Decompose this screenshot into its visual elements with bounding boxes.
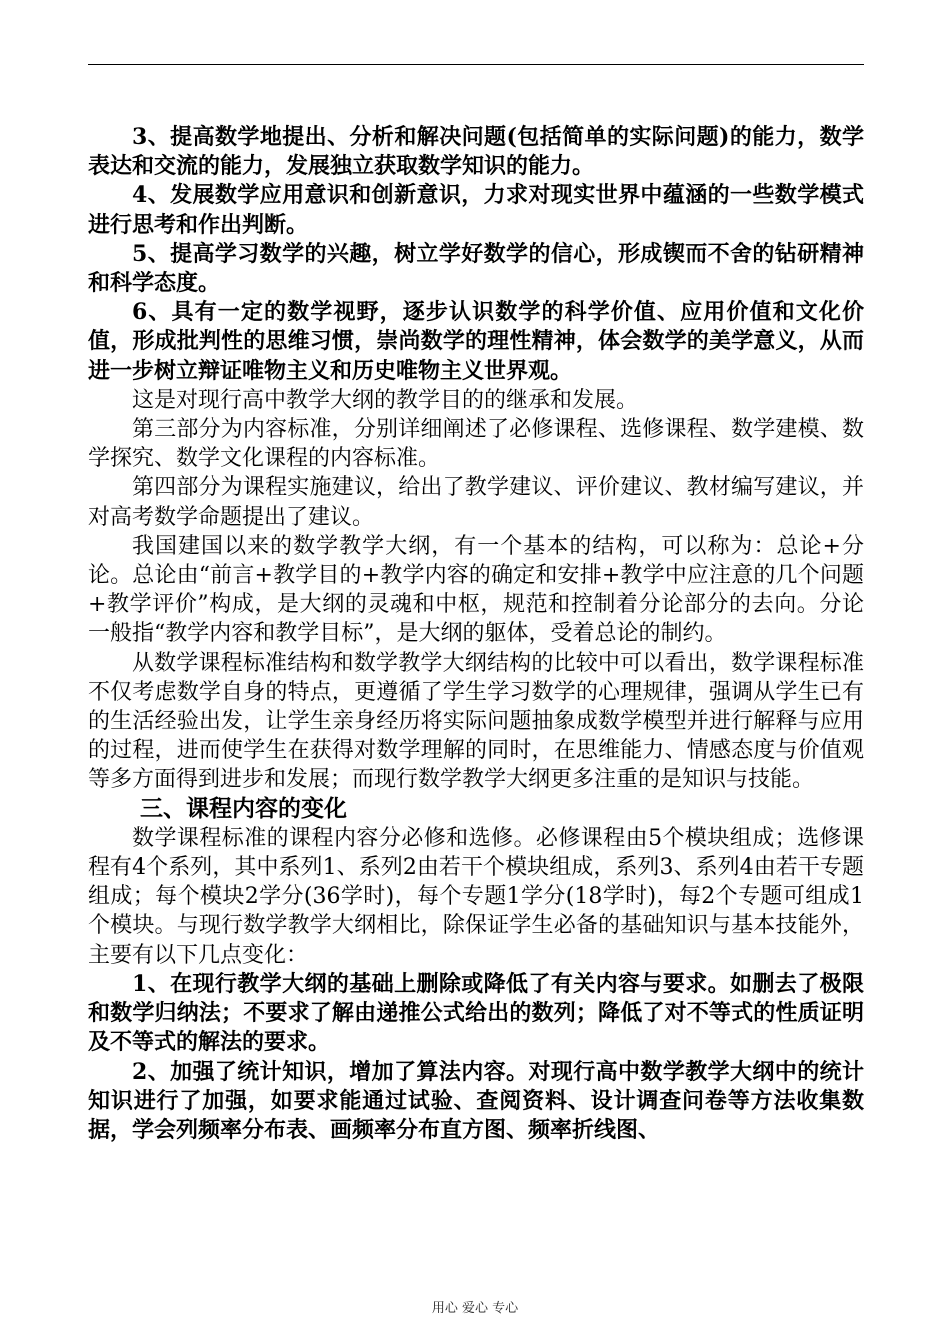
paragraph-part-three: 第三部分为内容标准，分别详细阐述了必修课程、选修课程、数学建模、数学探究、数学文化课程的内容标准。	[88, 417, 864, 472]
paragraph-goal-3: 3、提高数学地提出、分析和解决问题(包括简单的实际问题)的能力，数学表达和交流的能力，发展独立获取数学知识的能力。	[88, 124, 864, 180]
paragraph-goal-6: 6、具有一定的数学视野，逐步认识数学的科学价值、应用价值和文化价值，形成批判性的思维习惯，崇尚数学的理性精神，体会数学的美学意义，从而进一步树立辩证唯物主义和历史唯物主义世界观。	[88, 299, 864, 384]
header-rule	[88, 64, 864, 65]
page-footer: 用心 爱心 专心	[431, 1301, 519, 1316]
paragraph-comparison: 从数学课程标准结构和数学教学大纲结构的比较中可以看出，数学课程标准不仅考虑数学自身的特点，更遵循了学生学习数学的心理规律，强调从学生已有的生活经验出发，让学生亲身经历将实际问题抽象成数学模型并进行解释与应用的过程，进而使学生在获得对数学理解的同时，在思维能力、情感态度与价值观等多方面得到进步和发展；而现行数学教学大纲更多注重的是知识与技能。	[88, 650, 864, 793]
paragraph-goal-4: 4、发展数学应用意识和创新意识，力求对现实世界中蕴涵的一些数学模式进行思考和作出判断。	[88, 182, 864, 238]
paragraph-syllabus-structure: 我国建国以来的数学教学大纲，有一个基本的结构，可以称为：总论+分论。总论由“前言+教学目的+教学内容的确定和安排+教学中应注意的几个问题+教学评价”构成，是大纲的灵魂和中枢，规范和控制着分论部分的去向。分论一般指“教学内容和教学目标”，是大纲的躯体，受着总论的制约。	[88, 533, 864, 647]
paragraph-goal-5: 5、提高学习数学的兴趣，树立学好数学的信心，形成锲而不舍的钻研精神和科学态度。	[88, 240, 864, 297]
paragraph-inheritance: 这是对现行高中教学大纲的教学目的的继承和发展。	[132, 387, 639, 413]
section-heading: 三、课程内容的变化	[140, 795, 347, 822]
paragraph-change-1: 1、在现行教学大纲的基础上删除或降低了有关内容与要求。如删去了极限和数学归纳法；不要求了解由递推公式给出的数列；降低了对不等式的性质证明及不等式的解法的要求。	[88, 970, 864, 1056]
paragraph-change-2: 2、加强了统计知识，增加了算法内容。对现行高中数学教学大纲中的统计知识进行了加强，如要求能通过试验、查阅资料、设计调查问卷等方法收集数据，学会列频率分布表、画频率分布直方图、频率折线图、	[88, 1058, 864, 1143]
paragraph-part-four: 第四部分为课程实施建议，给出了教学建议、评价建议、教材编写建议，并对高考数学命题提出了建议。	[88, 475, 864, 530]
page-body	[88, 123, 864, 1145]
paragraph-course-content: 数学课程标准的课程内容分必修和选修。必修课程由5个模块组成；选修课程有4个系列，其中系列1、系列2由若干个模块组成，系列3、系列4由若干专题组成；每个模块2学分(36学时)，每个专题1学分(18学时)，每2个专题可组成1个模块。与现行数学教学大纲相比，除保证学生必备的基础知识与基本技能外，主要有以下几点变化：	[88, 825, 864, 968]
